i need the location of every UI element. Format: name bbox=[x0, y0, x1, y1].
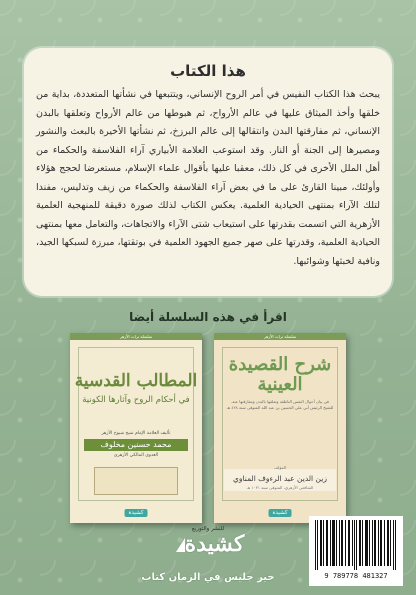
publisher-logo bbox=[128, 526, 288, 556]
book-title: المطالب القدسية bbox=[74, 371, 198, 391]
book-description: في بيان أحوال النفس الناطقة وتعلقها بالبدن ومفارقتها عنه. للشيخ الرئيس أبي علي الحسين بن عبد الله المتوفى سنة ٤٢٨ هـ bbox=[226, 399, 334, 410]
barcode-icon bbox=[315, 520, 397, 570]
series-strip: سلسلة تراث الأزهر bbox=[214, 333, 346, 340]
book-title: شرح القصيدة العينية bbox=[228, 354, 332, 395]
about-title: هذا الكتاب bbox=[170, 62, 246, 80]
book-subtitle: في أحكام الروح وآثارها الكونية bbox=[82, 395, 190, 405]
book-author-intro: المؤلف bbox=[273, 465, 287, 470]
series-strip: سلسلة تراث الأزهر bbox=[70, 333, 202, 340]
book-author: زين الدين عبد الرءوف المناوي bbox=[233, 474, 327, 483]
publisher-mini-logo: كشيدة bbox=[125, 509, 148, 517]
about-text: يبحث هذا الكتاب النفيس في أمر الروح الإنساني، ويتتبعها في نشأتها المتعددة، بداية من خلقها وأخذ الميثاق عليها في عالم الأرواح، ثم هبوطها من عالم الأرواح وتعلقها بالبدن الإنساني، ثم مفارقتها البدن وانتقالها إلى عالم البرزخ، ثم نشأتها الأخيرة بالبعث والنشور ومصيرها إلى الجنة أو النار. وقد استوعب العلامة الأبياري آراء الفلاسفة والحكماء من أهل الملل الأخرى في كل ذلك، معقبا عليها بأقوال علماء الإسلام، مستعرضا لحجج هؤلاء وأولئك، مبينا القارئ على ما في بعض آراء الفلاسفة والحكماء من زيف وتدليس، مفندا لتلك الآراء بمنتهى الحيادية العلمية. يعكس الكتاب لذلك صورة دقيقة للمنهجية العلمية الأزهرية التي اتسمت بقدرتها على استيعاب شتى الآراء والاتجاهات، والتعامل معها بمنتهى الحيادية العلمية، وقدرتها على صهر جميع الجهود العلمية في بوتقتها، مبرزة لسبكها الجيد، ونافية لخبثها وشوائبها. bbox=[36, 89, 380, 267]
editor-box bbox=[94, 467, 178, 495]
book-author-sub: الشافعي الأزهري، المتوفى سنة ١٠٣١ هـ bbox=[246, 485, 314, 490]
book-author: محمد حسنين مخلوف bbox=[84, 439, 188, 451]
isbn-barcode bbox=[309, 516, 403, 586]
publisher-tagline: للنشر والتوزيع bbox=[191, 526, 225, 532]
book-cover-al-matalib bbox=[70, 333, 202, 523]
series-title: اقرأ في هذه السلسلة أيضا bbox=[129, 310, 287, 324]
publisher-name bbox=[128, 532, 288, 556]
book-author-intro: تأليف العلامة الإمام شيخ شيوخ الأزهر bbox=[101, 431, 171, 436]
isbn-number: 9 789778 481327 bbox=[324, 572, 388, 580]
quill-icon bbox=[176, 538, 185, 552]
book-author-sub: العدوي المالكي الأزهري bbox=[113, 453, 159, 458]
book-cover-sharh-al-qasida bbox=[214, 333, 346, 523]
publisher-mini-logo: كشيدة bbox=[269, 509, 292, 517]
publisher-slogan: خير جليس في الزمان كتاب bbox=[141, 572, 275, 583]
publisher-name-text: كشيدة bbox=[184, 531, 245, 557]
